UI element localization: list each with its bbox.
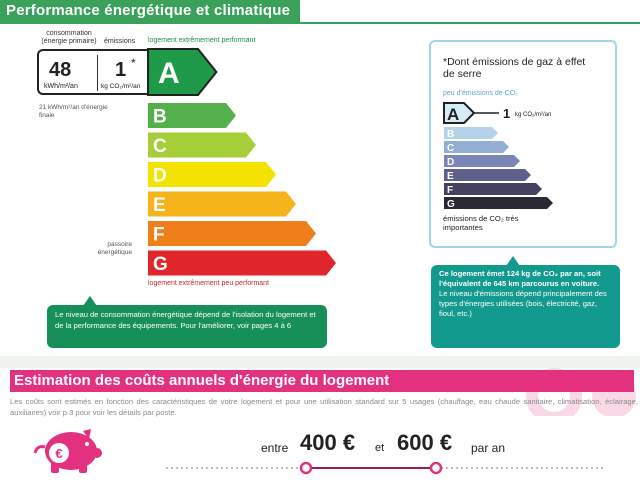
ghg-class-label: F (447, 185, 454, 196)
energy-class-f (148, 221, 316, 246)
section-title: Performance énergétique et climatique (6, 2, 291, 19)
energy-class-label: C (153, 136, 167, 157)
final-energy-label: 21 kWh/m²/an d'énergie finale (39, 104, 108, 119)
energy-class-d (148, 162, 276, 187)
cost-between-label: entre (261, 441, 289, 455)
top-performance-label: logement extrêmement performant (148, 37, 256, 44)
ghg-box (429, 40, 617, 248)
cost-paragraph: Les coûts sont estimés en fonction des caractéristiques de votre logement et pour une utilisation standard sur 5 usages (chauffage, eau chaude sanitaire, climatisation, éclairage, auxiliaires) voir p.3 pour voir les détails par poste. (10, 397, 638, 417)
energy-class-label: E (153, 195, 166, 216)
ghg-class-label: E (447, 171, 454, 182)
cost-max-marker (431, 463, 441, 473)
ghg-class-label: G (447, 199, 455, 210)
energy-class-label: B (153, 106, 167, 128)
piggy-bank-icon (33, 425, 103, 477)
ghg-class-label: C (447, 143, 455, 154)
cost-min: 400 € (300, 430, 356, 455)
ghg-low-label: peu d'émissions de CO₂ (443, 90, 518, 97)
ghg-class-f (444, 183, 542, 195)
cost-per-year-label: par an (471, 441, 506, 455)
cost-range-line (166, 462, 606, 476)
ghg-unit: kg CO₂/m²/an (515, 112, 552, 118)
consumption-label: consommation (énergie primaire) (41, 30, 97, 45)
ghg-class-label: D (447, 157, 455, 168)
energy-class-label: D (153, 165, 167, 187)
ghg-class-e (444, 169, 531, 181)
energy-class-e (148, 192, 296, 217)
ghg-note (431, 265, 620, 348)
ghg-class-g (444, 197, 553, 209)
ghg-class-label: B (447, 129, 455, 140)
energy-class-label: G (153, 254, 168, 275)
energy-class-g (148, 251, 336, 276)
consumption-unit: kWh/m²/an (44, 83, 78, 90)
bottom-performance-label: logement extrêmement peu performant (148, 280, 270, 287)
emissions-unit: kg CO₂/m²/an (101, 83, 141, 90)
emissions-star: * (131, 56, 136, 70)
cost-min-marker (301, 463, 311, 473)
emissions-label: émissions (104, 38, 136, 45)
ghg-class-label: A (447, 105, 460, 124)
cost-and-label: et (375, 442, 385, 454)
ghg-high-label: émissions de CO₂ très importantes (443, 214, 519, 232)
energy-class-label: F (153, 224, 165, 246)
ghg-class-d (444, 155, 520, 167)
emissions-value: 1 (115, 59, 127, 81)
energy-note: Le niveau de consommation énergétique dépend de l'isolation du logement et de la performance des équipements. Pour l'améliorer, voir pages 4 à 6 (47, 305, 327, 348)
energy-class-label: A (158, 57, 180, 90)
cost-section-title: Estimation des coûts annuels d'énergie du logement (14, 372, 390, 389)
passoire-label: passoire énergétique (97, 241, 132, 256)
svg-text:€: € (55, 446, 63, 461)
ghg-note-text: Le niveau d'émissions dépend principalement des types d'énergies utilisées (bois, électricité, gaz, fioul, etc.) (439, 289, 607, 318)
cost-max: 600 € (397, 430, 453, 455)
cost-section-header (10, 370, 634, 392)
ghg-title: *Dont émissions de gaz à effet de serre (443, 56, 586, 80)
consumption-value: 48 (49, 59, 72, 81)
ghg-note-bold: Ce logement émet 124 kg de CO₂ par an, soit l'équivalent de 645 km parcourus en voiture. (439, 269, 601, 288)
ghg-value: 1 (503, 106, 511, 121)
